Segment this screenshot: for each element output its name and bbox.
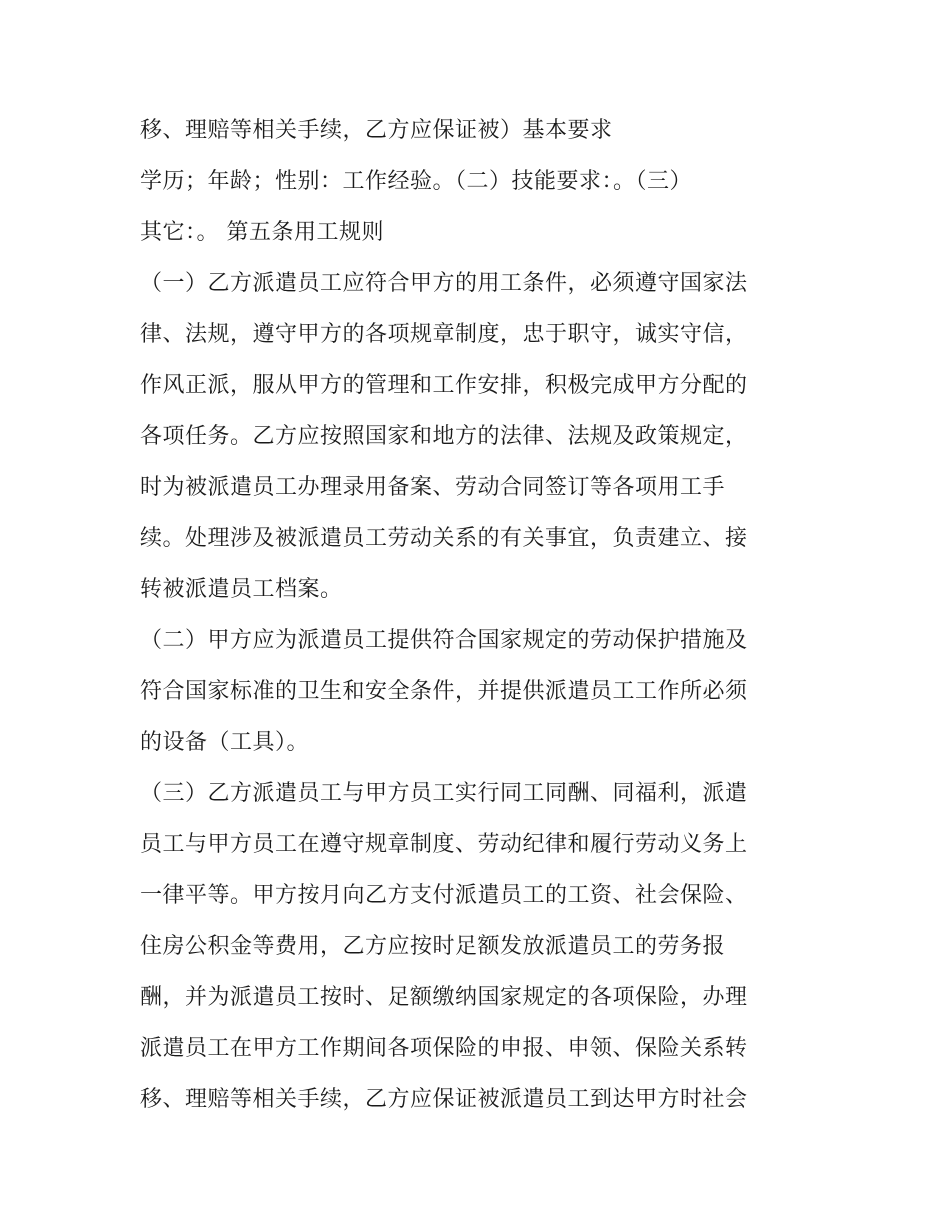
text-line: 符合国家标准的卫生和安全条件，并提供派遣员工工作所必须	[140, 679, 748, 704]
text-line: 律、法规，遵守甲方的各项规章制度，忠于职守，诚实守信，	[140, 322, 748, 347]
text-line: 续。处理涉及被派遣员工劳动关系的有关事宜，负责建立、接	[140, 526, 748, 551]
text-line: （三）乙方派遣员工与甲方员工实行同工同酬、同福利，派遣	[140, 781, 748, 806]
text-line: 转被派遣员工档案。	[140, 577, 343, 602]
text-line: 酬，并为派遣员工按时、足额缴纳国家规定的各项保险，办理	[140, 985, 748, 1010]
text-line: 各项任务。乙方应按照国家和地方的法律、法规及政策规定，	[140, 424, 748, 449]
text-line: 移、理赔等相关手续，乙方应保证被派遣员工到达甲方时社会	[140, 1087, 748, 1112]
text-line: 住房公积金等费用，乙方应按时足额发放派遣员工的劳务报	[140, 934, 726, 959]
document-body	[140, 105, 820, 1125]
text-line: 移、理赔等相关手续，乙方应保证被）基本要求	[140, 118, 613, 143]
text-line: 的设备（工具）。	[140, 730, 310, 755]
text-line: 派遣员工在甲方工作期间各项保险的申报、申领、保险关系转	[140, 1036, 748, 1061]
text-line: 其它：。 第五条用工规则	[140, 220, 384, 245]
text-line: （一）乙方派遣员工应符合甲方的用工条件，必须遵守国家法	[140, 271, 748, 296]
text-line: 员工与甲方员工在遵守规章制度、劳动纪律和履行劳动义务上	[140, 832, 748, 857]
text-line: 学历；年龄；性别：工作经验。（二）技能要求：。（三）	[140, 169, 693, 194]
text-line: 一律平等。甲方按月向乙方支付派遣员工的工资、社会保险、	[140, 883, 748, 908]
text-line: （二）甲方应为派遣员工提供符合国家规定的劳动保护措施及	[140, 628, 748, 653]
text-line: 时为被派遣员工办理录用备案、劳动合同签订等各项用工手	[140, 475, 726, 500]
text-line: 作风正派，服从甲方的管理和工作安排，积极完成甲方分配的	[140, 373, 748, 398]
